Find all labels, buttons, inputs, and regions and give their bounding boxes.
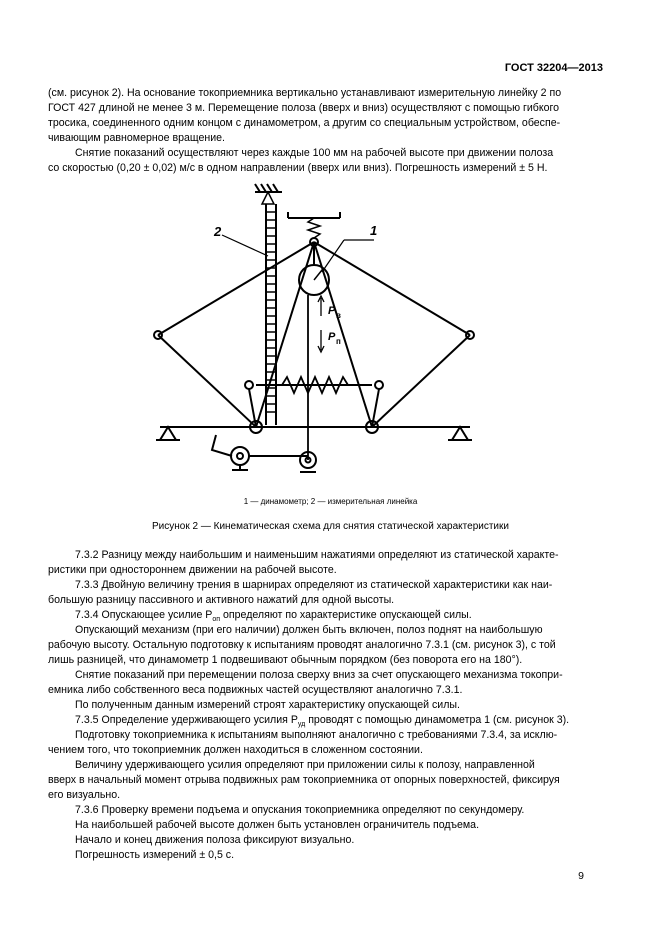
- s734-subscript: оп: [212, 616, 221, 624]
- mech-line-3: лишь разницей, что динамометр 1 подвешивают обычным порядком (без поворота его на 180°).: [48, 654, 523, 666]
- page-number: 9: [578, 870, 584, 882]
- s736-line-2: На наибольшей рабочей высоте должен быть установлен ограничитель подъема.: [75, 819, 480, 831]
- winch-icon: [212, 435, 316, 472]
- intro-line-3: тросика, соединенного одним концом с динамометром, а другим со специальным устройством, обеспе-: [48, 117, 561, 129]
- s735-text-a: 7.3.5 Определение удерживающего усилия P: [75, 714, 298, 726]
- force-down-subscript: п: [336, 337, 341, 346]
- s735-text-b: проводят с помощью динамометра 1 (см. рисунок 3).: [305, 714, 570, 726]
- ruler-label: 2: [214, 224, 222, 239]
- measure-line-1: Снятие показаний осуществляют через каждые 100 мм на рабочей высоте при движении полоза: [75, 147, 554, 159]
- force-arrows: [318, 296, 324, 352]
- force-down-label: P: [328, 331, 336, 343]
- read-line-1: Снятие показаний при перемещении полоза сверху вниз за счет опускающего механизма токопри-: [75, 669, 563, 681]
- figure-legend: 1 — динамометр; 2 — измерительная линейка: [243, 497, 418, 506]
- document-id: ГОСТ 32204—2013: [504, 62, 603, 74]
- kinematic-diagram: [0, 180, 661, 510]
- hold-line-1: Величину удерживающего усилия определяют при приложении силы к полозу, направленной: [75, 759, 535, 771]
- s735-subscript: уд: [297, 721, 306, 729]
- prep-line-1: Подготовку токоприемника к испытаниям выполняют аналогично с требованиями 7.3.4, за исклю-: [75, 729, 558, 741]
- dynamometer-leader: [322, 240, 344, 272]
- intro-line-4: чивающим равномерное вращение.: [48, 132, 225, 144]
- measure-line-2: со скоростью (0,20 ± 0,02) м/с в одном направлении (вверх или вниз). Погрешность измерений ± 5 Н.: [48, 162, 548, 174]
- intro-line-1: (см. рисунок 2). На основание токоприемника вертикально устанавливают измерительную линейку 2 по: [48, 87, 562, 99]
- s736-line-1: 7.3.6 Проверку времени подъема и опускания токоприемника определяют по секундомеру.: [75, 804, 525, 816]
- mech-line-1: Опускающий механизм (при его наличии) должен быть включен, полоз поднят на наибольшую: [75, 624, 543, 636]
- hold-line-2: вверх в начальный момент отрыва подвижных рам токоприемника от опорных поверхностей, фиксируя: [48, 774, 560, 786]
- s733-line-2: большую разницу пассивного и активного нажатий для одной высоты.: [48, 594, 395, 606]
- kinematic-diagram-svg: [0, 180, 661, 510]
- base-icon: [156, 421, 472, 440]
- read-line-2: емника либо собственного веса подвижных частей осуществляют аналогично 7.3.1.: [48, 684, 463, 696]
- pantograph-head-icon: [288, 212, 340, 246]
- force-up-subscript: в: [336, 311, 341, 320]
- s732-line-2: ристики при одностороннем движении на рабочей высоте.: [48, 564, 337, 576]
- ruler-suspension-icon: [255, 184, 282, 204]
- chart-line: По полученным данным измерений строят характеристику опускающей силы.: [75, 699, 460, 711]
- intro-line-2: ГОСТ 427 длиной не менее 3 м. Перемещение полоза (вверх и вниз) осуществляют с помощью гибкого: [48, 102, 560, 114]
- s734-text-b: определяют по характеристике опускающей силы.: [220, 609, 472, 621]
- figure-caption: Рисунок 2 — Кинематическая схема для снятия статической характеристики: [152, 521, 509, 532]
- s733-line-1: 7.3.3 Двойную величину трения в шарнирах определяют из статической характеристики как наи-: [75, 579, 553, 591]
- s732-line-1: 7.3.2 Разницу между наибольшим и наименьшим нажатиями определяют из статической характе-: [75, 549, 559, 561]
- prep-line-2: чением того, что токоприемник должен находиться в сложенном состоянии.: [48, 744, 423, 756]
- hold-line-3: его визуально.: [48, 789, 121, 801]
- ruler-leader: [222, 235, 268, 256]
- s734-text-a: 7.3.4 Опускающее усилие P: [75, 609, 213, 621]
- s736-line-4: Погрешность измерений ± 0,5 с.: [75, 849, 235, 861]
- force-up-label: P: [328, 305, 336, 317]
- mech-line-2: рабочую высоту. Остальную подготовку к испытаниям проводят аналогично 7.3.1 (см. рисунок 3), с той: [48, 639, 556, 651]
- dynamometer-icon: [299, 246, 329, 295]
- s736-line-3: Начало и конец движения полоза фиксируют визуально.: [75, 834, 355, 846]
- dynamometer-label: 1: [370, 223, 378, 238]
- pantograph-frame: [154, 242, 474, 427]
